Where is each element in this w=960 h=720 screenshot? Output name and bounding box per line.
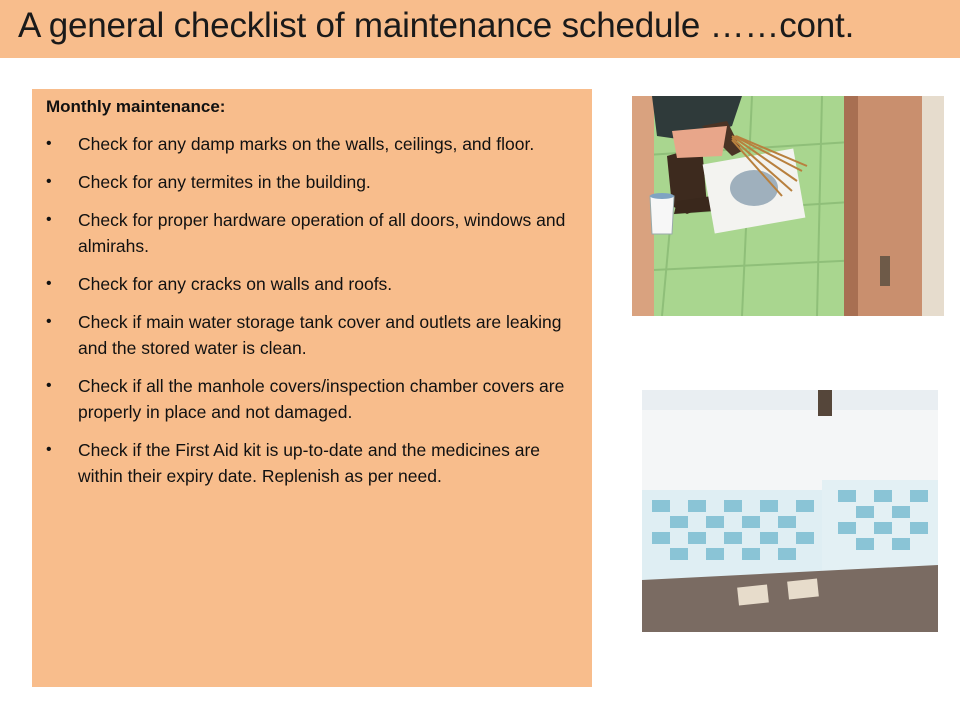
checklist-item-text: Check for proper hardware operation of all doors, windows and almirahs. — [78, 210, 566, 256]
slide-title: A general checklist of maintenance schedule ……cont. — [18, 6, 855, 45]
checklist-item-text: Check for any cracks on walls and roofs. — [78, 274, 393, 294]
bullet-icon: • — [46, 173, 52, 190]
maintenance-checklist — [46, 131, 578, 489]
checklist-item — [46, 131, 578, 157]
checklist-item — [46, 207, 578, 259]
tiled-toilet-stall-photo — [642, 390, 938, 632]
title-bar — [0, 0, 960, 58]
checklist-item-text: Check for any termites in the building. — [78, 172, 371, 192]
bullet-icon: • — [46, 377, 52, 394]
checklist-item-text: Check for any damp marks on the walls, ceilings, and floor. — [78, 134, 535, 154]
checklist-item-text: Check if the First Aid kit is up-to-date and the medicines are within their expiry date. Replenish as per need. — [78, 440, 541, 486]
section-heading: Monthly maintenance: — [46, 97, 226, 116]
content-panel — [32, 89, 592, 687]
checklist-item — [46, 437, 578, 489]
bullet-icon: • — [46, 135, 52, 152]
bullet-icon: • — [46, 211, 52, 228]
checklist-item — [46, 271, 578, 297]
checklist-item — [46, 373, 578, 425]
checklist-item-text: Check if main water storage tank cover and outlets are leaking and the stored water is clean. — [78, 312, 562, 358]
bullet-icon: • — [46, 441, 52, 458]
checklist-item — [46, 169, 578, 195]
checklist-item — [46, 309, 578, 361]
bullet-icon: • — [46, 313, 52, 330]
checklist-item-text: Check if all the manhole covers/inspection chamber covers are properly in place and not damaged. — [78, 376, 565, 422]
person-sweeping-toilet-photo — [632, 96, 944, 316]
bullet-icon: • — [46, 275, 52, 292]
